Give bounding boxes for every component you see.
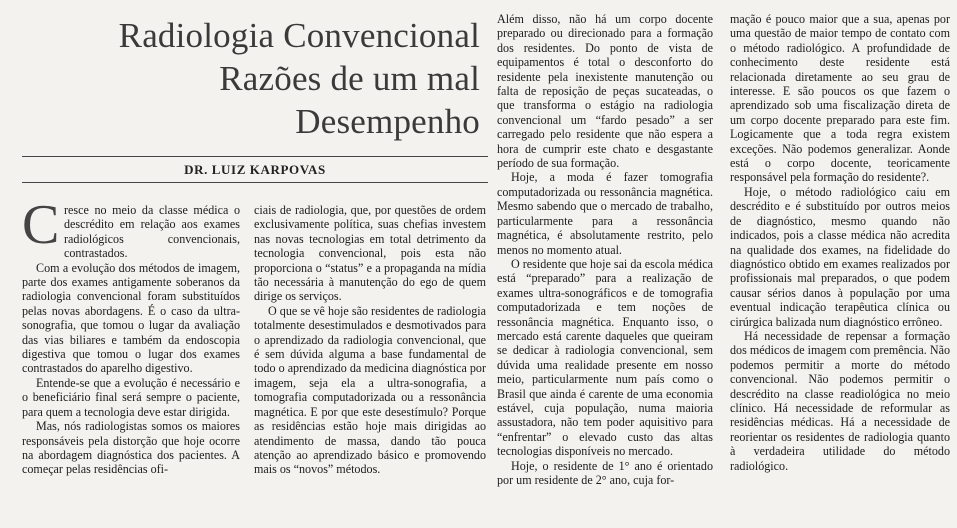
paragraph: Entende-se que a evolução é necessário e o beneficiário final será sempre o paciente, para quem a tecnologia deve estar dirigida.: [22, 375, 240, 419]
paragraph: O que se vê hoje são residentes de radiologia totalmente desestimulados e desmotivados para o aprendizado da radiologia convencional, que é sem dúvida alguma a base fundamental de todo o aprendizado da medicina diagnóstica por imagem, seja ela a ultra-sonografia, a tomografia computadorizada ou a ressonância magnética. E por que este desestímulo? Porque as residências estão hoje mais dirigidas ao atendimento de massa, dando tão pouca atenção ao aprendizado básico e promovendo mais os “novos” métodos.: [254, 303, 486, 477]
byline-rule-top: [22, 156, 488, 157]
title-line-3: Desempenho: [295, 102, 480, 141]
text-column-1: [22, 194, 240, 477]
paragraph: Hoje, a moda é fazer tomografia computadorizada ou ressonância magnética. Mesmo sabendo que o mercado de trabalho, particularmente para a ressonância magnética, é absolutamente restrito, pelo menos no momento atual.: [497, 170, 713, 257]
paragraph: Hoje, o método radiológico caiu em descrédito e é substituído por outros meios de diagnóstico, mesmo quando não indicados, pois a classe médica não acredita na qualidade dos exames, na fidelidade do diagnóstico obtido em exames realizados por profissionais mal preparados, o que podem causar sérios danos à população por uma eventual indicação terapêutica clínica ou cirúrgica balizada num diagnóstico errôneo.: [730, 184, 950, 329]
drop-cap: C: [22, 194, 60, 256]
text-column-2: [254, 203, 486, 477]
paragraph: Há necessidade de repensar a formação dos médicos de imagem com premência. Não podemos permitir a morte do método convencional. Não podemos permitir o descrédito na classe readiológica no meio clínico. Há necessidade de reformular as residências médicas. Há a necessidade de reorientar os residentes de radiologia quanto à verdadeira utilidade do método radiológico.: [730, 328, 950, 473]
text-column-4: [730, 12, 950, 473]
paragraph: ciais de radiologia, que, por questões de ordem exclusivamente política, suas chefias investem nas novas tecnologias em total detrimento da tecnologia convencional, pois esta não proporciona o “status” e a propaganda na mídia tão necessária à manutenção do ego de quem dirige os serviços.: [254, 203, 486, 304]
paragraph: Mas, nós radiologistas somos os maiores responsáveis pela distorção que hoje ocorre na abordagem diagnóstica dos pacientes. A começar pelas residências ofi-: [22, 419, 240, 477]
paragraph: [22, 194, 240, 261]
paragraph: mação é pouco maior que a sua, apenas por uma questão de maior tempo de contato com o método radiológico. A profundidade de conhecimento deste residente está relacionada diretamente ao seu grau de interesse. E são poucos os que fazem o aprendizado sob uma fiscalização direta de um corpo docente preparado para este fim. Logicamente que a toda regra existem exceções. Não podemos generalizar. Aonde está o corpo docente, teoricamente responsável pela formação do residente?.: [730, 12, 950, 185]
article-title: [40, 14, 480, 143]
paragraph: Com a evolução dos métodos de imagem, parte dos exames antigamente soberanos da radiologia convencional foram substituídos pelas novas abordagens. É o caso da ultra-sonografia, que tomou o lugar da avaliação das vias biliares e também da endoscopia digestiva que tomou o lugar dos exames contrastados do aparelho digestivo.: [22, 260, 240, 376]
paragraph: O residente que hoje sai da escola médica está “preparado” para a realização de exames ultra-sonográficos e de tomografia computadorizada e tem noções de ressonância magnética. Enquanto isso, o mercado está carente daqueles que queiram se dedicar à radiologia convencional, sem dúvida uma realidade presente em nosso meio, particularmente num país como o Brasil que ainda é carente de uma economia estável, cuja população, numa maioria assustadora, não tem poder aquisitivo para “enfrentar” o elevado custo das altas tecnologias disponíveis no mercado.: [497, 256, 713, 459]
title-line-1: Radiologia Convencional: [118, 16, 480, 55]
title-line-2: Razões de um mal: [219, 59, 480, 98]
paragraph: Além disso, não há um corpo docente preparado ou direcionado para a formação dos residentes. Do ponto de vista de equipamentos é total o desconforto do residente pela inexistente manutenção ou falta de reposição de peças sucateadas, o que transforma o estágio na radiologia convencional um “fardo pesado” a ser carregado pelo residente que não espera a hora de cumprir este chato e desgastante período de sua formação.: [497, 12, 713, 171]
author-byline: DR. LUIZ KARPOVAS: [184, 162, 326, 177]
paragraph: Hoje, o residente de 1° ano é orientado por um residente de 2° ano, cuja for-: [497, 458, 713, 487]
paragraph-text: resce no meio da classe médica o descrédito em relação aos exames radiológicos convencionais, contrastados.: [64, 203, 240, 261]
byline-rule-bottom: [22, 182, 488, 183]
text-column-3: [497, 12, 713, 487]
